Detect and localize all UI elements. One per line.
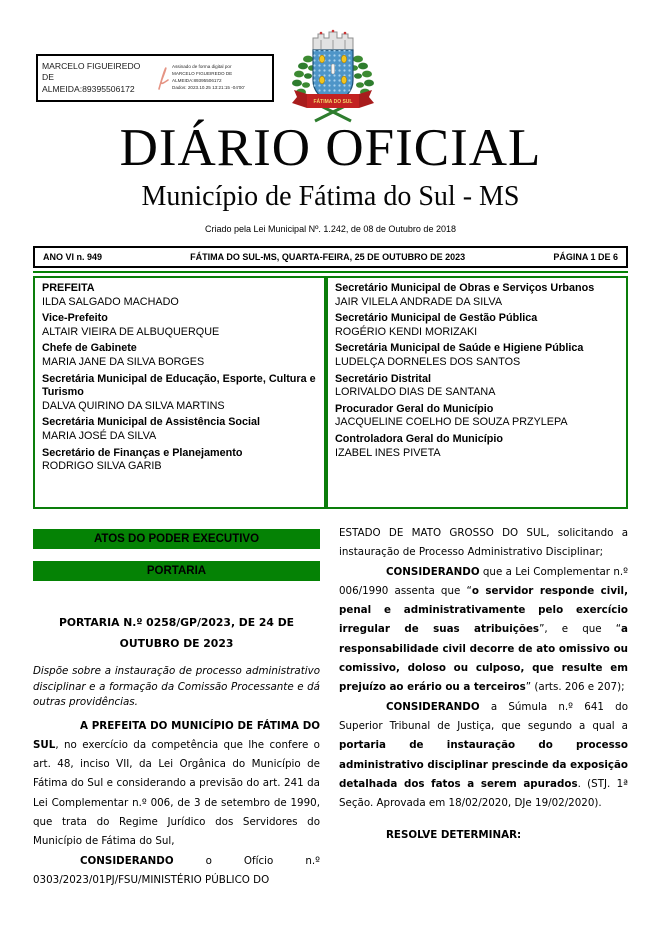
- officials-box-left: [33, 276, 326, 509]
- body-column-right: [339, 524, 628, 846]
- official-entry: [42, 342, 317, 369]
- issue-page: PÁGINA 1 DE 6: [553, 252, 618, 262]
- crest-crown: [313, 30, 353, 50]
- official-name: LUDELÇA DORNELES DOS SANTOS: [335, 355, 521, 368]
- official-entry: [335, 342, 619, 369]
- issue-date: FÁTIMA DO SUL-MS, QUARTA-FEIRA, 25 DE OUTUBRO DE 2023: [190, 252, 466, 262]
- crest-branch-left: [292, 56, 316, 96]
- signature-flourish-icon: [156, 61, 170, 95]
- signature-name-line2: ALMEIDA:89395506172: [42, 83, 135, 94]
- signature-details-line3: ALMEIDA:89395506172: [172, 78, 222, 83]
- signature-name: [42, 61, 154, 95]
- official-name: IZABEL INES PIVETA: [335, 446, 441, 459]
- issue-edition: ANO VI n. 949: [43, 252, 103, 262]
- official-name: ROGÉRIO KENDI MORIZAKI: [335, 325, 478, 338]
- official-role: Secretária Municipal de Saúde e Higiene Pública: [335, 342, 584, 355]
- official-entry: [42, 282, 317, 309]
- crest-branch-right: [350, 56, 374, 96]
- masthead-subtitle: Município de Fátima do Sul - MS: [141, 181, 520, 212]
- official-name: MARIA JANE DA SILVA BORGES: [42, 355, 205, 368]
- official-role: Secretário Municipal de Gestão Pública: [335, 312, 538, 325]
- official-entry: [335, 403, 619, 430]
- official-name: ALTAIR VIEIRA DE ALBUQUERQUE: [42, 325, 220, 338]
- official-entry: [335, 282, 619, 309]
- paragraph: ESTADO DE MATO GROSSO DO SUL, solicitando a instauração de Processo Administrativo Disciplinar;: [339, 527, 628, 559]
- paragraph: CONSIDERANDO que a Lei Complementar n.º 006/1990 assenta que “o servidor responde civil, penal e administrativamente pelo exercício irregular de suas atribuições”, e que “a responsabilidade civil decorre de ato omissivo ou comissivo, doloso ou culposo, que resulte em prejuízo ao erário ou a terceiros” (arts. 206 e 207);: [339, 565, 628, 694]
- official-entry: [42, 373, 317, 414]
- crest-ribbon-text: FÁTIMA DO SUL: [313, 99, 353, 105]
- official-entry: [42, 312, 317, 339]
- signature-details-line1: Assinado de forma digital por: [172, 64, 232, 70]
- signature-details: [172, 64, 268, 92]
- signature-name-line1: MARCELO FIGUEIREDO DE: [42, 61, 141, 83]
- official-name: DALVA QUIRINO DA SILVA MARTINS: [42, 399, 225, 412]
- signature-details-line2: MARCELO FIGUEIREDO DE: [172, 71, 233, 77]
- masthead-title: DIÁRIO OFICIAL: [119, 119, 542, 177]
- paragraph: CONSIDERANDO a Súmula n.º 641 do Superior Tribunal de Justiça, que segundo a qual a portaria de instauração do processo administrativo disciplinar prescinde da exposição detalhada dos fatos a serem apurados. (STJ. 1ª Seção. Aprovada em 18/02/2020, DJe 19/02/2020).: [339, 700, 628, 810]
- paragraph: CONSIDERANDO o Ofício n.º 0303/2023/01PJ/FSU/MINISTÉRIO PÚBLICO DO: [33, 854, 320, 886]
- portaria-summary: Dispõe sobre a instauração de processo administrativo disciplinar e a formação da Comissão Processante e dá outras providências.: [33, 665, 320, 708]
- official-entry: [42, 416, 317, 443]
- official-entry: [42, 447, 317, 474]
- official-role: Vice-Prefeito: [42, 312, 108, 325]
- green-divider-rule: [33, 271, 628, 273]
- paragraph-resolve: RESOLVE DETERMINAR:: [386, 829, 522, 842]
- paragraph: A PREFEITA DO MUNICÍPIO DE FÁTIMA DO SUL, no exercício da competência que lhe confere o art. 48, inciso VII, da Lei Orgânica do Município de Fátima do Sul e considerando a previsão do art. 241 da Lei Complementar n.º 006, de 3 de setembro de 1990, que trata do Regime Jurídico dos Servidores do Município de Fátima do Sul,: [33, 719, 320, 848]
- officials-section: [33, 276, 628, 509]
- official-role: PREFEITA: [42, 282, 95, 294]
- section-header-portaria: PORTARIA: [33, 561, 320, 581]
- body-column-left: [33, 600, 320, 890]
- official-role: Secretário de Finanças e Planejamento: [42, 446, 243, 459]
- issue-bar: [33, 246, 628, 268]
- coat-of-arms: [277, 28, 389, 127]
- masthead-law-line: Criado pela Lei Municipal Nº. 1.242, de 08 de Outubro de 2018: [205, 224, 456, 234]
- official-entry: [335, 433, 619, 460]
- digital-signature-box: [36, 54, 274, 102]
- official-entry: [335, 373, 619, 400]
- official-name: JACQUELINE COELHO DE SOUZA PRZYLEPA: [335, 416, 568, 429]
- official-name: ILDA SALGADO MACHADO: [42, 295, 179, 308]
- official-role: Secretário Municipal de Obras e Serviços Urbanos: [335, 282, 595, 294]
- official-role: Secretária Municipal de Educação, Esporte, Cultura e Turismo: [42, 372, 316, 399]
- official-name: RODRIGO SILVA GARIB: [42, 460, 162, 473]
- officials-box-right: [326, 276, 628, 509]
- official-role: Chefe de Gabinete: [42, 342, 137, 355]
- official-role: Secretária Municipal de Assistência Social: [42, 416, 261, 429]
- official-entry: [335, 312, 619, 339]
- official-name: JAIR VILELA ANDRADE DA SILVA: [335, 295, 503, 308]
- signature-details-line4: Dados: 2023.10.25 13:21:15 -04'00': [172, 84, 245, 90]
- official-name: MARIA JOSÉ DA SILVA: [42, 429, 157, 442]
- official-role: Procurador Geral do Município: [335, 402, 494, 415]
- section-header-executive: ATOS DO PODER EXECUTIVO: [33, 529, 320, 549]
- official-name: LORIVALDO DIAS DE SANTANA: [335, 386, 496, 399]
- portaria-title: PORTARIA N.º 0258/GP/2023, DE 24 DE OUTUBRO DE 2023: [58, 616, 295, 650]
- official-role: Controladora Geral do Município: [335, 432, 503, 445]
- official-role: Secretário Distrital: [335, 372, 432, 385]
